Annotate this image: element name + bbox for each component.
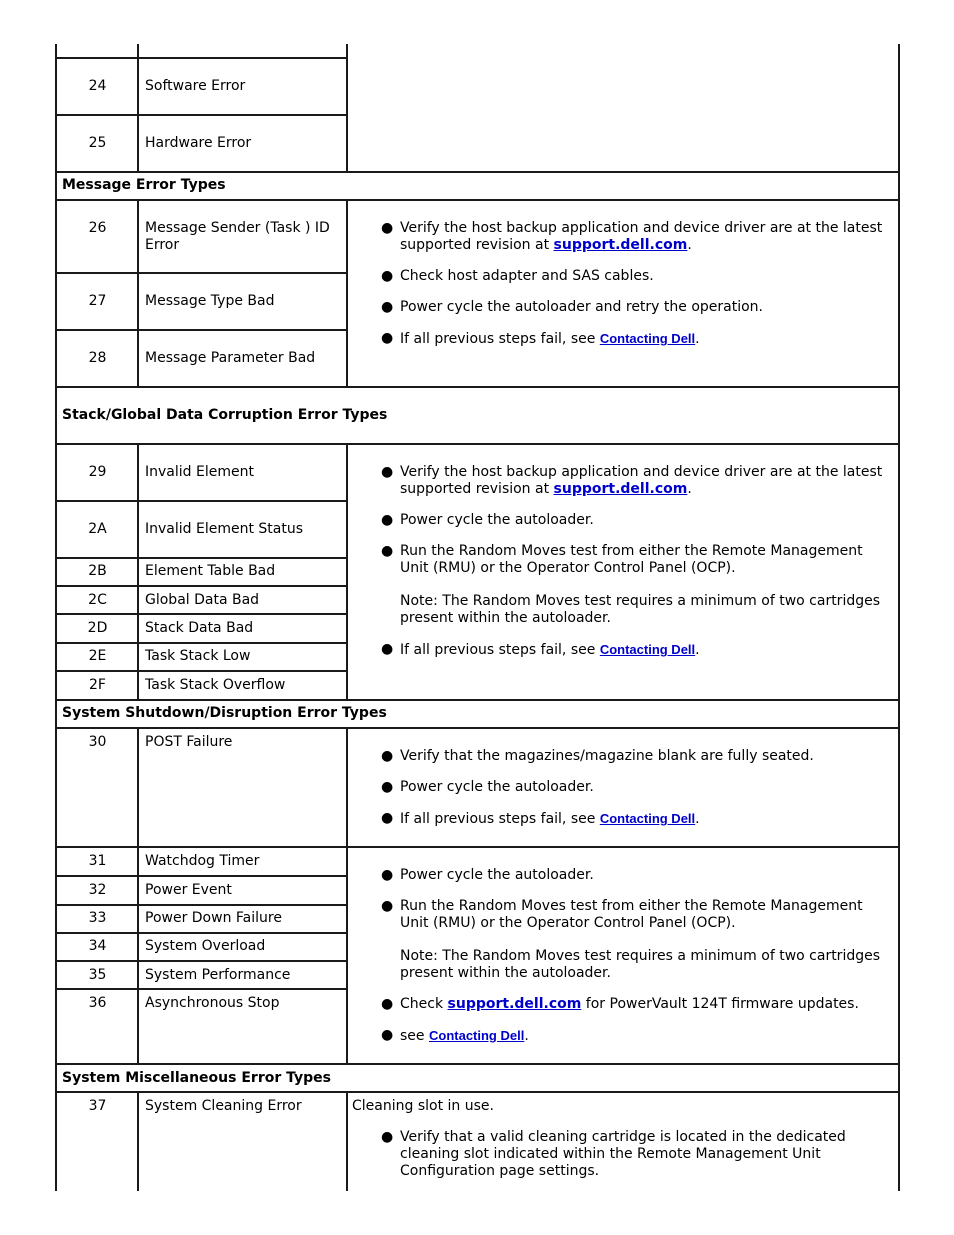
solution-step: ● Run the Random Moves test from either the Remote Management Unit (RMU) or the Operator Control Panel (OCP). Note: The Random Moves test requires a minimum of two cartridges present within the autoloader. (352, 543, 894, 627)
error-code: 35 (88, 967, 107, 983)
error-code: 34 (88, 938, 107, 954)
bullet-icon: ● (381, 464, 394, 480)
solution-post (352, 748, 894, 828)
error-description: Hardware Error (145, 135, 252, 151)
error-code: 2B (88, 563, 107, 579)
error-description: Element Table Bad (145, 563, 276, 579)
section-header-shutdown: System Shutdown/Disruption Error Types (62, 705, 387, 721)
solution-cleaning (352, 1098, 894, 1180)
section-header-misc: System Miscellaneous Error Types (62, 1070, 331, 1086)
support-link[interactable]: support.dell.com (553, 481, 688, 497)
error-description: Watchdog Timer (145, 853, 260, 869)
error-description: POST Failure (145, 734, 233, 750)
error-code: 25 (88, 135, 107, 151)
solution-step: ● Verify the host backup application and device driver are at the latest supported revision at support.dell.com. (381, 220, 883, 253)
error-description: Stack Data Bad (145, 620, 254, 636)
error-description: Power Down Failure (145, 910, 282, 926)
solution-step: ● Power cycle the autoloader and retry the operation. (381, 299, 764, 315)
bullet-icon: ● (381, 220, 394, 236)
note-text: Note: The Random Moves test requires a minimum of two cartridges present within the autoloader. (400, 948, 881, 981)
error-code: 24 (88, 78, 107, 94)
note-text: Note: The Random Moves test requires a minimum of two cartridges present within the autoloader. (400, 593, 881, 626)
error-code: 2F (89, 677, 106, 693)
error-code: 27 (88, 293, 107, 309)
error-description: System Performance (145, 967, 291, 983)
error-description: Invalid Element Status (145, 521, 304, 537)
section-header-stack: Stack/Global Data Corruption Error Types (62, 407, 388, 423)
error-code: 2C (88, 592, 107, 608)
error-code: 37 (88, 1098, 107, 1114)
bullet-icon: ● (381, 641, 394, 657)
bullet-icon: ● (381, 299, 394, 315)
solution-step: ● Check host adapter and SAS cables. (381, 268, 654, 284)
error-description: Task Stack Low (145, 648, 251, 664)
error-code: 31 (88, 853, 107, 869)
solution-step: ● see Contacting Dell. (381, 1027, 529, 1044)
solution-step: ● If all previous steps fail, see Contacting Dell. (381, 641, 700, 658)
solution-power (352, 867, 894, 1045)
solution-step: ● Verify that the magazines/magazine blank are fully seated. (381, 748, 814, 764)
bullet-icon: ● (381, 1129, 394, 1145)
solution-step: ● Power cycle the autoloader. (381, 779, 594, 795)
bullet-icon: ● (381, 779, 394, 795)
contacting-dell-link[interactable]: Contacting Dell (599, 811, 696, 826)
bullet-icon: ● (381, 543, 394, 559)
bullet-icon: ● (381, 1027, 394, 1043)
error-code: 2D (87, 620, 108, 636)
solution-stack (352, 464, 894, 659)
contacting-dell-link[interactable]: Contacting Dell (428, 1028, 525, 1043)
solution-step: ● Power cycle the autoloader. (381, 512, 594, 528)
bullet-icon: ● (381, 810, 394, 826)
error-code: 28 (88, 350, 107, 366)
error-description: Message Type Bad (145, 293, 275, 309)
bullet-icon: ● (381, 898, 394, 914)
bullet-icon: ● (381, 330, 394, 346)
error-code: 32 (88, 882, 107, 898)
error-code: 30 (88, 734, 107, 750)
error-description: System Overload (145, 938, 266, 954)
contacting-dell-link[interactable]: Contacting Dell (599, 642, 696, 657)
support-link[interactable]: support.dell.com (447, 996, 582, 1012)
solution-step: ● Power cycle the autoloader. (381, 867, 594, 883)
support-link[interactable]: support.dell.com (553, 237, 688, 253)
solution-step: ● If all previous steps fail, see Contacting Dell. (381, 330, 700, 347)
error-code: 36 (88, 995, 107, 1011)
solution-step: ● Run the Random Moves test from either the Remote Management Unit (RMU) or the Operator Control Panel (OCP). Note: The Random Moves test requires a minimum of two cartridges present within the autoloader. (352, 898, 894, 982)
bullet-icon: ● (381, 512, 394, 528)
error-code: 29 (88, 464, 107, 480)
bullet-icon: ● (381, 268, 394, 284)
bullet-icon: ● (381, 867, 394, 883)
section-header-message: Message Error Types (62, 177, 226, 193)
solution-step: ● Verify that a valid cleaning cartridge is located in the dedicated cleaning slot indicated within the Remote Management Unit Configuration page settings. (381, 1129, 846, 1179)
intro-text: Cleaning slot in use. (352, 1098, 494, 1114)
error-code: 2A (88, 521, 107, 537)
solution-message (352, 220, 894, 348)
bullet-icon: ● (381, 748, 394, 764)
error-code: 26 (88, 220, 107, 236)
error-description: Message Sender (Task ) ID Error (145, 220, 330, 253)
solution-step: ● Check support.dell.com for PowerVault 124T firmware updates. (381, 996, 859, 1012)
error-description: Invalid Element (145, 464, 254, 480)
bullet-icon: ● (381, 996, 394, 1012)
error-description: Software Error (145, 78, 246, 94)
solution-step: ● Verify the host backup application and device driver are at the latest supported revision at support.dell.com. (381, 464, 883, 497)
error-description: Task Stack Overflow (145, 677, 286, 693)
error-description: Global Data Bad (145, 592, 260, 608)
contacting-dell-link[interactable]: Contacting Dell (599, 331, 696, 346)
solution-step: ● If all previous steps fail, see Contacting Dell. (381, 810, 700, 827)
error-code: 2E (88, 648, 107, 664)
error-description: Message Parameter Bad (145, 350, 316, 366)
error-description: Power Event (145, 882, 232, 898)
error-description: System Cleaning Error (145, 1098, 302, 1114)
error-code: 33 (88, 910, 107, 926)
error-description: Asynchronous Stop (145, 995, 280, 1011)
